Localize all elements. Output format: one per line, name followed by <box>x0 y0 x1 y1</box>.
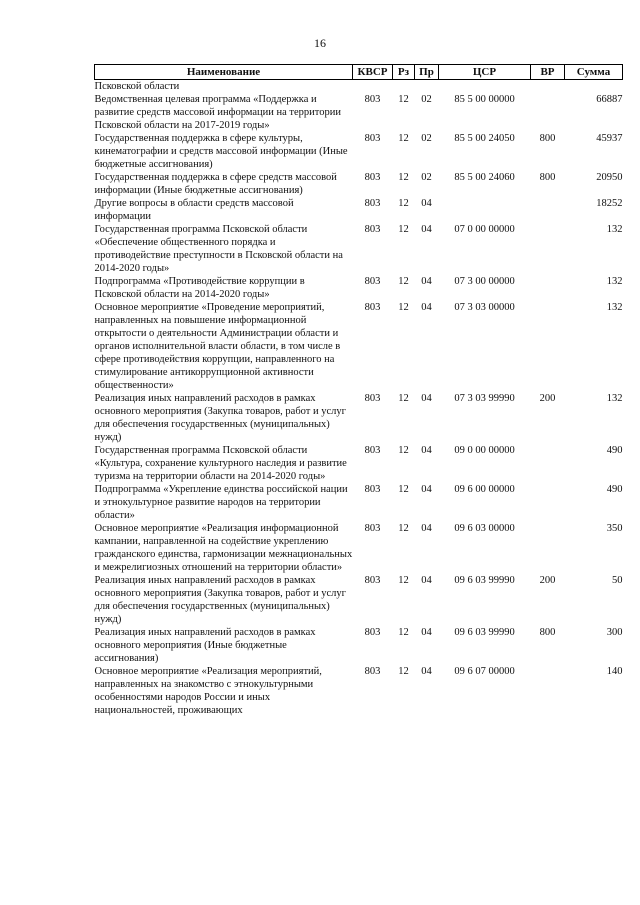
row-csr: 09 6 00 00000 <box>454 484 515 495</box>
row-vr <box>531 80 565 94</box>
row-kvsr: 803 <box>364 627 381 638</box>
row-name: Основное мероприятие «Проведение мероприятий, направленных на повышение информационной открытости о деятельности Администрации области и органов исполнительной власти области, в том числе в сфере противодействия коррупции, направленного на стимулирование антикоррупционной активности общественности» <box>94 302 341 391</box>
row-vr <box>531 223 565 275</box>
row-vr <box>531 522 565 574</box>
row-name: Ведомственная целевая программа «Поддержка и развитие средств массовой информации на территории Псковской области на 2017-2019 годы» <box>94 94 341 131</box>
row-kvsr <box>353 80 393 94</box>
row-csr: 85 5 00 24050 <box>454 133 515 144</box>
row-vr: 800 <box>539 133 556 144</box>
row-rz: 12 <box>398 302 409 313</box>
row-kvsr: 803 <box>364 445 381 456</box>
row-sum <box>565 80 623 94</box>
row-pr: 04 <box>421 484 432 495</box>
row-vr <box>531 197 565 223</box>
row-rz: 12 <box>398 172 409 183</box>
row-pr: 04 <box>421 276 432 287</box>
table-row <box>95 626 623 665</box>
row-pr: 02 <box>421 94 432 105</box>
row-csr <box>439 197 531 223</box>
row-kvsr: 803 <box>364 94 381 105</box>
row-kvsr: 803 <box>364 133 381 144</box>
row-csr: 85 5 00 24060 <box>454 172 515 183</box>
row-sum: 490 <box>606 445 623 456</box>
header-rz: Рз <box>393 65 415 80</box>
row-rz: 12 <box>398 484 409 495</box>
row-sum: 350 <box>606 523 623 534</box>
row-name: Реализация иных направлений расходов в рамках основного мероприятия (Закупка товаров, работ и услуг для обеспечения государственных (муниципальных) нужд) <box>94 393 346 443</box>
row-vr: 800 <box>539 172 556 183</box>
row-name: Основное мероприятие «Реализация мероприятий, направленных на знакомство с этнокультурными особенностями народов России и иных национальностей, проживающих <box>94 666 322 716</box>
header-csr: ЦСР <box>439 65 531 80</box>
row-pr: 04 <box>421 627 432 638</box>
row-sum: 132 <box>606 276 623 287</box>
row-rz: 12 <box>398 666 409 677</box>
table-row <box>95 197 623 223</box>
row-sum: 490 <box>606 484 623 495</box>
table-header-row <box>95 65 623 80</box>
row-sum: 300 <box>606 627 623 638</box>
row-kvsr: 803 <box>364 484 381 495</box>
row-pr <box>415 80 439 94</box>
row-kvsr: 803 <box>364 575 381 586</box>
table-row <box>95 93 623 132</box>
row-pr: 04 <box>421 666 432 677</box>
budget-table <box>94 64 623 717</box>
row-vr <box>531 444 565 483</box>
row-rz: 12 <box>398 276 409 287</box>
table-row <box>95 392 623 444</box>
table-row <box>95 665 623 717</box>
row-name: Другие вопросы в области средств массовой информации <box>94 198 294 222</box>
row-sum: 20950 <box>596 172 623 183</box>
row-csr: 09 6 07 00000 <box>454 666 515 677</box>
row-name: Государственная программа Псковской области «Культура, сохранение культурного наследия и развитие туризма на территории области на 2014-2020 годы» <box>94 445 347 482</box>
header-pr: Пр <box>415 65 439 80</box>
header-name: Наименование <box>95 65 353 80</box>
row-sum: 132 <box>606 302 623 313</box>
row-rz: 12 <box>398 224 409 235</box>
row-kvsr: 803 <box>364 276 381 287</box>
row-pr: 04 <box>421 393 432 404</box>
row-pr: 04 <box>421 302 432 313</box>
row-pr: 04 <box>421 224 432 235</box>
row-name: Псковской области <box>94 81 180 92</box>
row-kvsr: 803 <box>364 393 381 404</box>
row-vr: 800 <box>539 627 556 638</box>
table-row <box>95 80 623 94</box>
row-sum: 132 <box>606 393 623 404</box>
row-name: Реализация иных направлений расходов в рамках основного мероприятия (Закупка товаров, работ и услуг для обеспечения государственных (муниципальных) нужд) <box>94 575 346 625</box>
table-row <box>95 444 623 483</box>
table-row <box>95 574 623 626</box>
row-rz <box>393 80 415 94</box>
row-name: Подпрограмма «Противодействие коррупции в Псковской области на 2014-2020 годы» <box>94 276 305 300</box>
row-rz: 12 <box>398 627 409 638</box>
row-csr: 09 6 03 99990 <box>454 627 515 638</box>
row-kvsr: 803 <box>364 523 381 534</box>
row-vr: 200 <box>539 575 556 586</box>
row-name: Государственная поддержка в сфере средств массовой информации (Иные бюджетные ассигнования) <box>94 172 337 196</box>
row-rz: 12 <box>398 393 409 404</box>
row-vr: 200 <box>539 393 556 404</box>
table-row <box>95 483 623 522</box>
page-number: 16 <box>314 36 326 50</box>
row-name: Реализация иных направлений расходов в рамках основного мероприятия (Иные бюджетные ассигнования) <box>94 627 316 664</box>
row-name: Основное мероприятие «Реализация информационной кампании, направленной на содействие укреплению гражданского единства, гармонизации межнациональных и межрелигиозных отношений на территории области» <box>94 523 353 573</box>
row-sum: 18252 <box>596 198 623 209</box>
row-pr: 04 <box>421 198 432 209</box>
row-rz: 12 <box>398 445 409 456</box>
table-row <box>95 132 623 171</box>
table-row <box>95 223 623 275</box>
table-row <box>95 522 623 574</box>
table-row <box>95 275 623 301</box>
row-csr <box>439 80 531 94</box>
row-csr: 07 3 03 99990 <box>454 393 515 404</box>
row-sum: 50 <box>612 575 623 586</box>
header-vr: ВР <box>531 65 565 80</box>
row-rz: 12 <box>398 523 409 534</box>
row-rz: 12 <box>398 133 409 144</box>
row-pr: 04 <box>421 445 432 456</box>
row-rz: 12 <box>398 94 409 105</box>
row-kvsr: 803 <box>364 172 381 183</box>
row-vr <box>531 483 565 522</box>
row-pr: 04 <box>421 523 432 534</box>
row-csr: 07 3 00 00000 <box>454 276 515 287</box>
row-vr <box>531 93 565 132</box>
row-name: Подпрограмма «Укрепление единства российской нации и этнокультурное развитие народов на территории области» <box>94 484 348 521</box>
row-csr: 85 5 00 00000 <box>454 94 515 105</box>
row-csr: 09 6 03 00000 <box>454 523 515 534</box>
row-kvsr: 803 <box>364 198 381 209</box>
row-name: Государственная программа Псковской области «Обеспечение общественного порядка и противодействие преступности в Псковской области на 2014-2020 годы» <box>94 224 343 274</box>
table-row <box>95 171 623 197</box>
row-sum: 45937 <box>596 133 623 144</box>
row-pr: 02 <box>421 172 432 183</box>
row-rz: 12 <box>398 575 409 586</box>
row-kvsr: 803 <box>364 302 381 313</box>
row-csr: 09 0 00 00000 <box>454 445 515 456</box>
header-sum: Сумма <box>565 65 623 80</box>
row-name: Государственная поддержка в сфере культуры, кинематографии и средств массовой информации (Иные бюджетные ассигнования) <box>94 133 348 170</box>
row-pr: 04 <box>421 575 432 586</box>
row-csr: 07 3 03 00000 <box>454 302 515 313</box>
row-sum: 132 <box>606 224 623 235</box>
row-vr <box>531 275 565 301</box>
row-sum: 66887 <box>596 94 623 105</box>
row-vr <box>531 665 565 717</box>
row-kvsr: 803 <box>364 224 381 235</box>
table-row <box>95 301 623 392</box>
row-rz: 12 <box>398 198 409 209</box>
row-kvsr: 803 <box>364 666 381 677</box>
row-sum: 140 <box>606 666 623 677</box>
row-vr <box>531 301 565 392</box>
row-pr: 02 <box>421 133 432 144</box>
header-kvsr: КВСР <box>353 65 393 80</box>
row-csr: 07 0 00 00000 <box>454 224 515 235</box>
row-csr: 09 6 03 99990 <box>454 575 515 586</box>
